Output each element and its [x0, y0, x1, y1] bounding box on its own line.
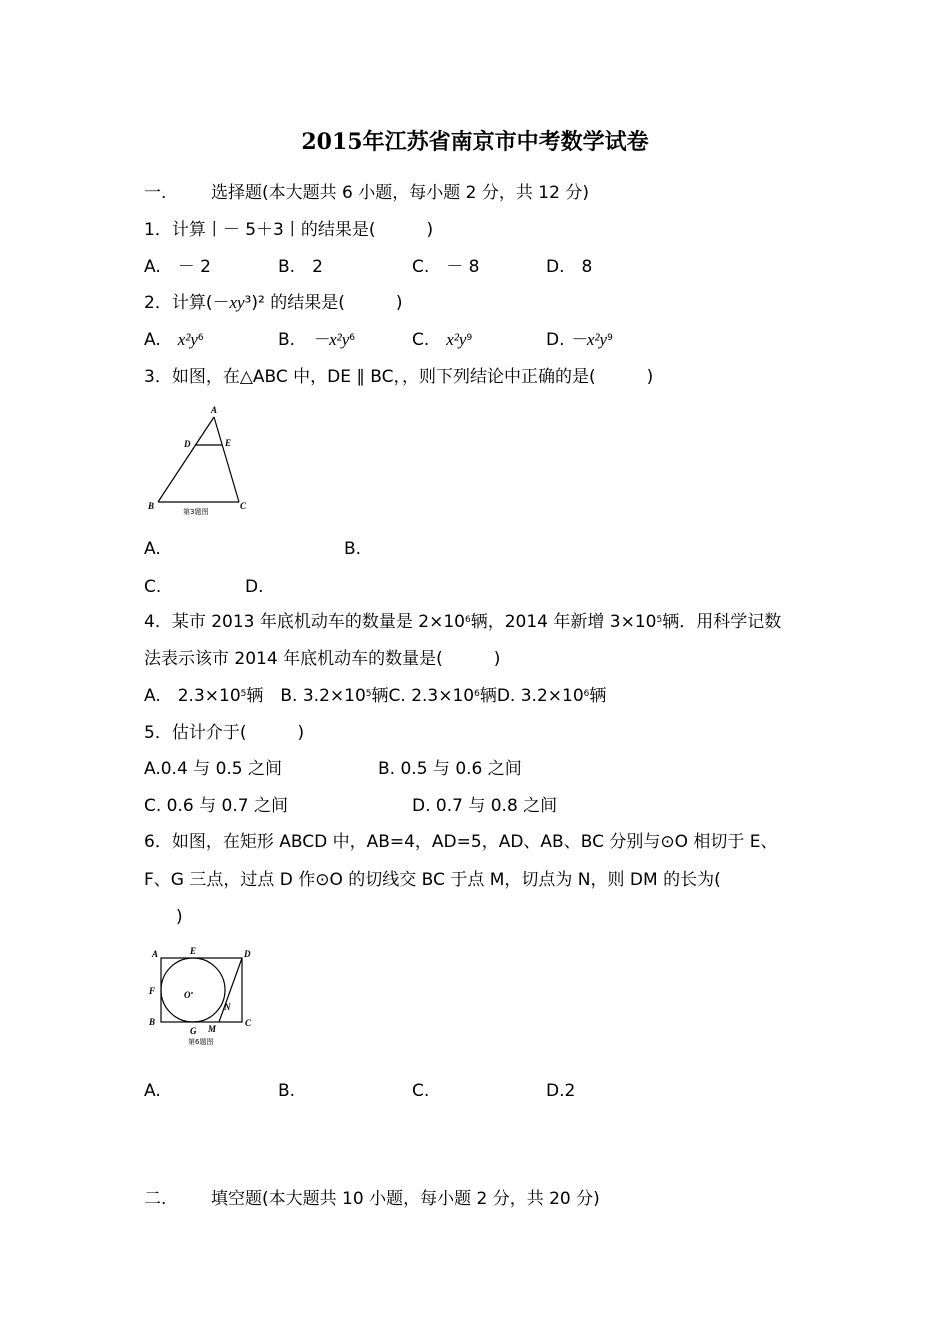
- label-c: C: [240, 501, 247, 511]
- question-3-triangle-figure: [144, 402, 254, 520]
- question-5-stem: 5．估计介于( ): [144, 723, 305, 743]
- question-1-option-c: C. － 8: [412, 257, 480, 277]
- question-5-option-d: D. 0.7 与 0.8 之间: [412, 796, 558, 816]
- section-2-number: 二.: [144, 1189, 167, 1209]
- question-5-option-c: C. 0.6 与 0.7 之间: [144, 796, 288, 816]
- question-3-option-b: B.: [344, 539, 362, 559]
- question-6-stem-line-1: 6．如图，在矩形 ABCD 中，AB=4，AD=5，AD、AB、BC 分别与⊙O 相切于 E、: [144, 832, 778, 852]
- question-4-option-b: B. $3.2\times 10^5$辆: [280, 686, 389, 706]
- label-e: E: [190, 946, 197, 956]
- label-n: N: [224, 1002, 231, 1012]
- question-2-option-a: A. $x^2y^6$: [144, 330, 204, 350]
- circle-o: [161, 958, 225, 1022]
- label-o: O: [184, 990, 191, 1000]
- figure-6-caption: 第6题图: [188, 1038, 214, 1046]
- question-1-stem: 1．计算丨－ 5＋3丨的结果是( ): [144, 220, 434, 240]
- label-b: B: [148, 501, 155, 511]
- label-f: F: [149, 986, 156, 996]
- figure-3-caption: 第3题图: [183, 508, 209, 516]
- question-4-stem-line-2: 法表示该市 2014 年底机动车的数量是( ): [144, 649, 501, 669]
- question-2-stem: 2．计算(－xy³)² 的结果是( ): [144, 293, 403, 313]
- question-1-option-b: B. 2: [278, 257, 323, 277]
- question-4-option-c: C. $2.3\times 10^6$辆: [388, 686, 497, 706]
- question-3-stem: 3．如图，在△ABC 中，DE ∥ BC，，则下列结论中正确的是( ): [144, 367, 654, 387]
- section-2-heading: 填空题(本大题共 10 小题，每小题 2 分，共 20 分): [211, 1189, 600, 1209]
- question-5-option-a: A.0.4 与 0.5 之间: [144, 759, 283, 779]
- label-g: G: [190, 1026, 197, 1036]
- question-1-option-a: A. － 2: [144, 257, 211, 277]
- segment-ab: [158, 417, 214, 502]
- label-c: C: [245, 1018, 252, 1028]
- question-4-options: [144, 685, 606, 707]
- label-m: M: [208, 1024, 217, 1034]
- question-3-option-d: D.: [245, 577, 264, 597]
- question-6-option-b: B.: [278, 1081, 296, 1101]
- page-title: 2015年江苏省南京市中考数学试卷: [301, 129, 649, 155]
- label-d: D: [244, 949, 251, 959]
- question-4-stem-line-1: 4．某市 2013 年底机动车的数量是 $2\times 10^6$辆，2014 年新增 $3\times 10^5$辆．用科学记数: [144, 612, 782, 632]
- question-2-option-b: B. $-x^2y^6$: [278, 330, 355, 350]
- question-5-option-b: B. 0.5 与 0.6 之间: [378, 759, 522, 779]
- question-6-option-d: D.2: [546, 1081, 576, 1101]
- question-4-option-a: A. $2.3\times 10^5$辆: [144, 686, 264, 706]
- question-6-stem-line-3: ): [176, 907, 183, 927]
- tangent-dm: [219, 958, 242, 1022]
- question-3-option-c: C.: [144, 577, 162, 597]
- label-a: A: [211, 405, 218, 415]
- center-o-dot: [191, 992, 193, 994]
- label-e: E: [225, 438, 232, 448]
- question-2-option-c: C. $x^2y^9$: [412, 330, 473, 350]
- question-3-option-a: A.: [144, 539, 161, 559]
- label-a: A: [152, 949, 159, 959]
- section-1-heading: 选择题(本大题共 6 小题，每小题 2 分，共 12 分): [211, 183, 589, 203]
- question-6-option-a: A.: [144, 1081, 161, 1101]
- question-6-rectangle-circle-figure: [144, 942, 264, 1050]
- question-2-option-d: D. $-x^2y^9$: [546, 330, 613, 350]
- question-1-option-d: D. 8: [546, 257, 593, 277]
- question-4-option-d: D. $3.2\times 10^6$辆: [496, 686, 607, 706]
- label-b: B: [149, 1017, 156, 1027]
- question-6-option-c: C.: [412, 1081, 430, 1101]
- segment-ac: [214, 417, 239, 502]
- label-d: D: [184, 439, 191, 449]
- rectangle-abcd: [161, 958, 242, 1022]
- section-1-number: 一.: [144, 183, 167, 203]
- question-6-stem-line-2: F、G 三点，过点 D 作⊙O 的切线交 BC 于点 M，切点为 N，则 DM 的长为(: [144, 870, 721, 890]
